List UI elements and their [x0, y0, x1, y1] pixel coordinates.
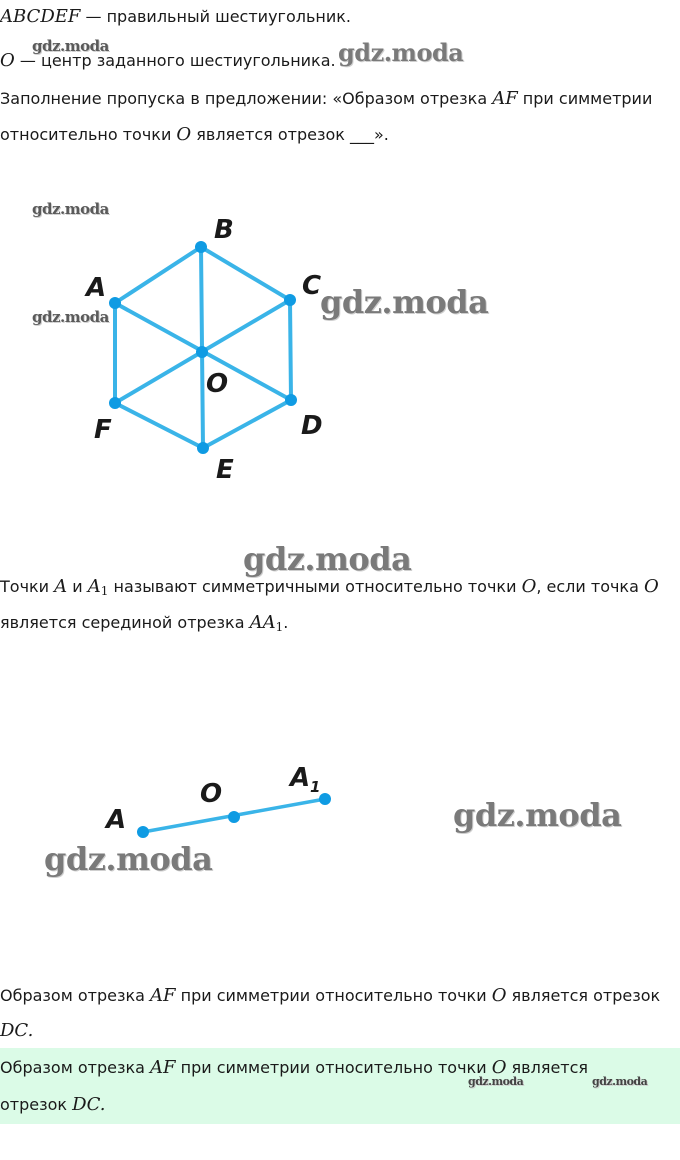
vertex-c-dot — [284, 294, 296, 306]
definition-line-1 — [0, 576, 659, 602]
conclusion-segment-dc: DC — [0, 1020, 28, 1041]
edge-bc — [201, 247, 290, 300]
conclusion-line-1 — [0, 985, 660, 1007]
vertex-d-dot — [285, 394, 297, 406]
intro-line-3 — [0, 88, 652, 110]
definition-text-6: . — [283, 613, 289, 632]
watermark-logo: gdz.moda — [453, 796, 622, 834]
conclusion-text-2: при симметрии относительно точки — [175, 986, 492, 1005]
conclusion-segment-af: AF — [150, 985, 176, 1006]
segment-figure — [0, 750, 360, 850]
definition-text-2: и — [67, 577, 88, 596]
point-o-math: O — [176, 124, 192, 145]
definition-text-1: Точки — [0, 577, 55, 596]
edge-de — [203, 400, 291, 448]
point-a1-subscript: 1 — [100, 584, 109, 598]
intro-line-4 — [0, 124, 389, 146]
segment-point-o-dot — [228, 811, 240, 823]
point-o-math-2: O — [643, 576, 659, 597]
watermark-logo: gdz.moda — [32, 200, 109, 218]
intro-text-2: — центр заданного шестиугольника. — [14, 51, 336, 70]
definition-text-5: является серединой отрезка — [0, 613, 250, 632]
point-a-math: A — [54, 576, 68, 597]
center-o-dot — [196, 346, 208, 358]
label-o: O — [206, 369, 229, 399]
watermark-logo: gdz.moda — [243, 540, 412, 578]
point-a1-math — [88, 576, 109, 597]
conclusion-line-2 — [0, 1020, 33, 1042]
segment-aa1-math — [250, 612, 284, 633]
edge-ef — [115, 403, 203, 448]
segment-label-o: O — [200, 779, 223, 809]
intro-text-4: относительно точки — [0, 125, 177, 144]
segment-af-math: AF — [492, 88, 518, 109]
vertex-b-dot — [195, 241, 207, 253]
segment-point-a-dot — [137, 826, 149, 838]
answer-segment-dc: DC — [72, 1094, 100, 1115]
conclusion-point-o: O — [491, 985, 507, 1006]
label-b: B — [214, 215, 234, 245]
segment-aa1-subscript: 1 — [275, 620, 284, 634]
answer-point-o: O — [491, 1057, 507, 1078]
point-o-math-1: O — [521, 576, 537, 597]
conclusion-period: . — [27, 1020, 34, 1041]
edge-ab — [115, 247, 201, 303]
watermark-logo: gdz.moda — [468, 1075, 524, 1088]
answer-text-3: является — [506, 1058, 589, 1077]
answer-period: . — [99, 1094, 106, 1115]
intro-text-3: Заполнение пропуска в предложении: «Образом отрезка — [0, 89, 493, 108]
watermark-logo: gdz.moda — [592, 1075, 648, 1088]
intro-text-4b: является отрезок ___». — [191, 125, 389, 144]
label-d: D — [301, 411, 323, 441]
watermark-logo: gdz.moda — [338, 38, 464, 67]
watermark-logo: gdz.moda — [44, 840, 213, 878]
point-a1-letter: A — [87, 576, 101, 597]
segment-aa1-letters: AA — [249, 612, 276, 633]
intro-text-1: — правильный шестиугольник. — [80, 7, 351, 26]
answer-text-4: отрезок — [0, 1095, 73, 1114]
answer-text-1: Образом отрезка — [0, 1058, 151, 1077]
edge-cd — [290, 300, 291, 400]
answer-text-2: при симметрии относительно точки — [175, 1058, 492, 1077]
hexagon-figure — [0, 190, 360, 500]
label-a: A — [86, 273, 107, 303]
segment-label-a1: A — [290, 763, 311, 793]
conclusion-text-3: является отрезок — [506, 986, 661, 1005]
segment-label-a: A — [106, 805, 127, 835]
center-name-math: O — [0, 50, 15, 71]
definition-text-4: , если точка — [536, 577, 644, 596]
vertex-f-dot — [109, 397, 121, 409]
watermark-logo: gdz.moda — [320, 283, 489, 321]
definition-line-2 — [0, 612, 288, 638]
vertex-e-dot — [197, 442, 209, 454]
conclusion-text-1: Образом отрезка — [0, 986, 151, 1005]
answer-line-2 — [0, 1094, 105, 1116]
vertex-a-dot — [109, 297, 121, 309]
hexagon-name-math: ABCDEF — [0, 6, 81, 27]
watermark-logo: gdz.moda — [32, 308, 109, 326]
answer-box — [0, 1048, 680, 1124]
intro-text-3b: при симметрии — [517, 89, 653, 108]
segment-point-a1-dot — [319, 793, 331, 805]
watermark-logo: gdz.moda — [32, 37, 109, 55]
label-e: E — [216, 455, 234, 485]
definition-text-3: называют симметричными относительно точки — [108, 577, 522, 596]
segment-label-a1-sub: 1 — [310, 778, 321, 796]
label-c: C — [302, 271, 322, 301]
intro-line-1 — [0, 6, 351, 28]
label-f: F — [94, 415, 112, 445]
answer-segment-af: AF — [150, 1057, 176, 1078]
